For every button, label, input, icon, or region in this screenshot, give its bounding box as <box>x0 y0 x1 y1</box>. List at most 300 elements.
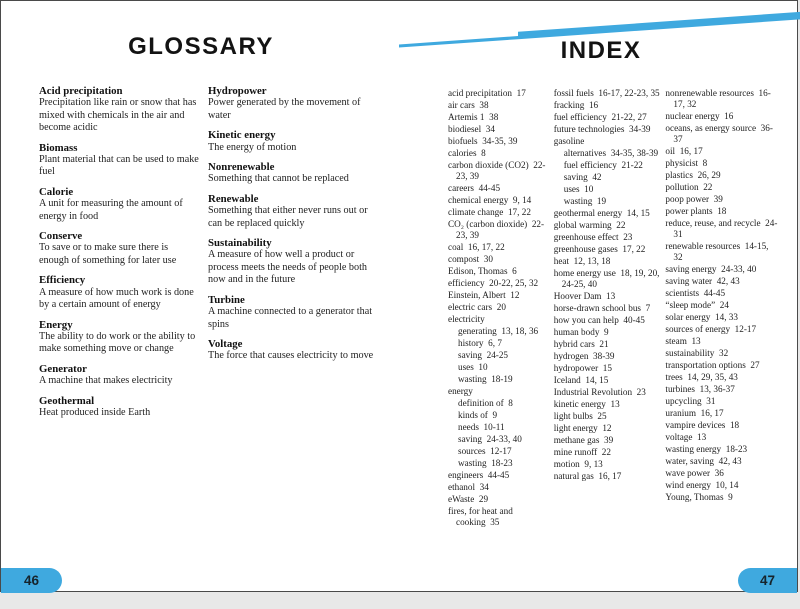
index-entry-label: “sleep mode” <box>665 300 716 310</box>
index-entry-label: Edison, Thomas <box>448 266 508 276</box>
glossary-entry <box>39 186 200 223</box>
index-column-1 <box>448 88 549 529</box>
index-entry-label: eWaste <box>448 494 475 504</box>
index-entry-label: upcycling <box>665 396 702 406</box>
index-entry-label: engineers <box>448 470 484 480</box>
index-entry-label: natural gas <box>553 471 594 481</box>
index-entry-pages: 20-22, 25, 32 <box>489 278 539 288</box>
index-entry-pages: 22-23, 39 <box>456 160 546 181</box>
index-entry-pages: 17 <box>516 88 526 98</box>
glossary-term: Voltage <box>208 337 243 350</box>
glossary-definition: A measure of how well a product or process meets the needs of people both now and in the future <box>208 249 368 286</box>
index-entry-label: uses <box>458 362 474 372</box>
index-entry <box>665 288 778 299</box>
index-entry-pages: 32 <box>719 348 729 358</box>
index-entry <box>458 374 549 385</box>
glossary-column-2 <box>208 85 375 426</box>
index-entry-label: power plants <box>665 206 713 216</box>
index-entry-pages: 10 <box>478 362 488 372</box>
index-entry-label: fires, for heat and cooking <box>448 506 513 527</box>
index-entry-label: oil <box>665 146 676 156</box>
index-entry-label: reduce, reuse, and recycle <box>665 218 761 228</box>
index-entry-label: fossil fuels <box>553 88 594 98</box>
index-entry-pages: 16-17, 32 <box>673 88 771 109</box>
index-entry-pages: 38 <box>489 112 499 122</box>
index-entry-label: wind energy <box>665 480 711 490</box>
glossary-definition: A machine that makes electricity <box>39 375 173 387</box>
index-entry <box>665 194 778 205</box>
glossary-entry <box>39 274 200 311</box>
index-entry <box>554 459 661 470</box>
index-entry-label: water, saving <box>665 456 715 466</box>
index-entry-label: electric cars <box>448 302 493 312</box>
index-entry-label: definition of <box>458 398 504 408</box>
index-entry-pages: 40-45 <box>623 315 645 325</box>
index-entry <box>665 324 778 335</box>
glossary-term: Calorie <box>39 185 74 198</box>
index-entry <box>448 136 549 147</box>
index-entry-label: gasoline <box>553 136 585 146</box>
glossary-definition: The force that causes electricity to move <box>208 350 374 362</box>
index-entry-pages: 9 <box>604 327 609 337</box>
index-entry <box>554 88 661 99</box>
index-entry <box>665 312 778 323</box>
index-entry <box>448 482 549 493</box>
index-entry-pages: 24-33, 40 <box>721 264 757 274</box>
index-entry-label: plastics <box>665 170 693 180</box>
index-entry-label: wasting <box>458 374 487 384</box>
index-entry-pages: 6 <box>512 266 517 276</box>
index-entry <box>448 506 549 528</box>
index-entry-pages: 38-39 <box>593 351 615 361</box>
index-entry-label: biofuels <box>448 136 478 146</box>
index-entry <box>448 278 549 289</box>
index-entry-pages: 34 <box>479 482 489 492</box>
index-entry <box>564 172 661 183</box>
index-entry-label: oceans, as energy source <box>665 123 757 133</box>
index-entry-label: hybrid cars <box>553 339 595 349</box>
index-entry-pages: 8 <box>508 398 513 408</box>
index-entry <box>665 264 778 275</box>
index-entry <box>665 432 778 443</box>
index-entry-pages: 34-39 <box>629 124 651 134</box>
index-entry <box>554 399 661 410</box>
index-entry-pages: 16, 17, 22 <box>467 242 505 252</box>
index-entry <box>458 350 549 361</box>
index-entry-pages: 22-23, 39 <box>456 219 545 240</box>
index-entry-pages: 18-23 <box>725 444 748 454</box>
index-entry-pages: 39 <box>604 435 614 445</box>
glossary-section <box>39 85 375 426</box>
index-entry <box>458 338 549 349</box>
index-entry-pages: 14-15, 32 <box>673 241 769 262</box>
index-entry <box>554 327 661 338</box>
index-entry-label: history <box>458 338 484 348</box>
index-entry <box>665 218 778 240</box>
index-entry-pages: 42, 43 <box>716 276 740 286</box>
index-entry <box>458 446 549 457</box>
index-entry-pages: 36-37 <box>673 123 773 144</box>
index-entry-pages: 42, 43 <box>718 456 742 466</box>
index-entry <box>665 123 778 145</box>
index-entry-pages: 14, 15 <box>585 375 609 385</box>
index-entry-label: Artemis 1 <box>448 112 485 122</box>
index-entry <box>554 315 661 326</box>
index-entry-label: Iceland <box>553 375 581 385</box>
index-entry-pages: 14, 33 <box>715 312 738 322</box>
index-entry-label: climate change <box>448 207 504 217</box>
index-entry-pages: 22 <box>601 447 611 457</box>
index-entry-label: saving <box>458 434 482 444</box>
index-entry-label: wasting <box>458 458 487 468</box>
index-entry-label: electricity <box>448 314 485 324</box>
glossary-entry <box>208 294 375 331</box>
glossary-entry <box>208 85 375 122</box>
index-entry-pages: 14, 29, 35, 43 <box>687 372 738 382</box>
index-entry-pages: 42 <box>592 172 602 182</box>
index-entry-pages: 13, 36-37 <box>699 384 735 394</box>
glossary-term: Renewable <box>208 192 259 205</box>
index-entry-pages: 18, 19, 20, 24-25, 40 <box>561 268 660 289</box>
index-entry-label: ethanol <box>448 482 476 492</box>
index-entry-label: alternatives <box>563 148 607 158</box>
index-entry-label: voltage <box>665 432 693 442</box>
index-entry-pages: 30 <box>483 254 493 264</box>
index-entry-label: efficiency <box>448 278 485 288</box>
index-entry-label: fracking <box>553 100 585 110</box>
index-entry-pages: 34-35, 39 <box>482 136 518 146</box>
index-entry-pages: 26, 29 <box>697 170 721 180</box>
index-entry <box>554 339 661 350</box>
index-entry-pages: 17, 22 <box>507 207 531 217</box>
index-entry-pages: 36 <box>714 468 724 478</box>
index-entry-label: heat <box>553 256 570 266</box>
index-entry <box>448 124 549 135</box>
index-entry-pages: 21-22 <box>621 160 643 170</box>
index-entry <box>564 184 661 195</box>
index-entry-label: renewable resources <box>665 241 741 251</box>
index-entry-label: hydropower <box>553 363 599 373</box>
index-entry-pages: 13 <box>606 291 616 301</box>
index-entry-label: calories <box>448 148 477 158</box>
page-number-badge-right <box>738 568 797 593</box>
index-entry <box>554 303 661 314</box>
index-entry <box>448 207 549 218</box>
index-entry-pages: 38 <box>479 100 489 110</box>
glossary-entry <box>39 363 200 388</box>
index-entry-label: geothermal energy <box>553 208 623 218</box>
glossary-term: Biomass <box>39 141 78 154</box>
index-entry-pages: 23 <box>636 387 646 397</box>
index-entry-label: coal <box>448 242 464 252</box>
page-number-left: 46 <box>23 573 40 588</box>
index-entry-label: carbon dioxide (CO2) <box>448 160 529 170</box>
index-entry-pages: 29 <box>478 494 489 504</box>
index-entry <box>448 242 549 253</box>
index-entry <box>554 375 661 386</box>
index-entry <box>554 471 661 482</box>
index-entry-pages: 9, 14 <box>512 195 532 205</box>
index-entry-pages: 10 <box>584 184 594 194</box>
index-entry-label: sources of energy <box>665 324 731 334</box>
glossary-title: GLOSSARY <box>128 33 274 60</box>
index-entry <box>564 196 661 207</box>
glossary-column-1 <box>39 85 200 426</box>
glossary-definition: Power generated by the movement of water <box>208 97 361 121</box>
glossary-entry <box>39 395 200 420</box>
glossary-definition: The energy of motion <box>208 141 297 153</box>
index-entry-pages: 35 <box>490 517 500 527</box>
index-entry-label: human body <box>553 327 600 337</box>
index-entry <box>458 422 549 433</box>
glossary-definition: Heat produced inside Earth <box>39 406 151 418</box>
index-entry <box>554 268 661 290</box>
index-entry-pages: 13 <box>610 399 620 409</box>
index-entry-label: energy <box>448 386 473 396</box>
index-title: INDEX <box>560 37 642 64</box>
glossary-definition: Plant material that can be used to make fuel <box>39 154 199 178</box>
index-entry <box>448 470 549 481</box>
index-entry <box>665 276 778 287</box>
index-entry <box>448 219 549 241</box>
index-entry-pages: 17, 22 <box>622 244 646 254</box>
index-entry <box>448 302 549 313</box>
index-entry-pages: 34-35, 38-39 <box>610 148 659 158</box>
index-entry-label: fuel efficiency <box>553 112 607 122</box>
index-entry <box>554 136 661 147</box>
index-entry-pages: 7 <box>645 303 651 313</box>
index-entry-label: global warming <box>553 220 612 230</box>
index-entry-label: solar energy <box>665 312 711 322</box>
glossary-entry <box>208 338 375 363</box>
glossary-entry <box>39 319 200 356</box>
index-entry <box>665 88 778 110</box>
index-entry-pages: 16, 17 <box>700 408 724 418</box>
index-entry-pages: 13 <box>697 432 707 442</box>
page-bottom-edge <box>0 593 800 609</box>
index-entry <box>554 232 661 243</box>
index-entry <box>448 494 549 505</box>
index-entry-pages: 14, 15 <box>626 208 650 218</box>
glossary-term: Acid precipitation <box>39 85 123 97</box>
index-entry-pages: 18 <box>729 420 740 430</box>
index-entry <box>564 160 661 171</box>
index-entry <box>665 300 778 311</box>
index-entry-label: nuclear energy <box>665 111 720 121</box>
index-entry-pages: 21 <box>599 339 609 349</box>
index-entry-pages: 9 <box>492 410 498 420</box>
index-entry-label: motion <box>553 459 580 469</box>
index-entry-pages: 19 <box>596 196 607 206</box>
index-entry-pages: 34 <box>485 124 495 134</box>
index-entry-pages: 9, 13 <box>584 459 603 469</box>
index-entry <box>448 88 549 99</box>
index-entry <box>554 411 661 422</box>
index-entry-label: future technologies <box>553 124 625 134</box>
index-entry-label: careers <box>448 183 475 193</box>
index-entry <box>554 208 661 219</box>
index-entry-pages: 12 <box>602 423 612 433</box>
index-entry-label: pollution <box>665 182 699 192</box>
index-entry <box>665 492 778 503</box>
glossary-term: Turbine <box>208 293 245 306</box>
glossary-term: Geothermal <box>39 394 95 407</box>
index-entry-label: nonrenewable resources <box>665 88 754 98</box>
index-entry <box>665 241 778 263</box>
index-entry-pages: 24-31 <box>673 218 778 239</box>
glossary-entry <box>208 129 375 154</box>
index-entry-pages: 18-23 <box>491 458 513 468</box>
index-entry-pages: 24-33, 40 <box>486 434 522 444</box>
index-entry-pages: 20 <box>496 302 506 312</box>
index-entry <box>554 112 661 123</box>
index-entry <box>448 386 549 397</box>
index-entry-label: Industrial Revolution <box>553 387 633 397</box>
glossary-definition: To save or to make sure there is enough of something for later use <box>39 242 177 266</box>
glossary-definition: A measure of how much work is done by a certain amount of energy <box>39 286 194 311</box>
index-entry-pages: 8 <box>702 158 708 168</box>
index-entry <box>554 256 661 267</box>
index-entry-pages: 23 <box>623 232 633 242</box>
index-entry <box>665 111 778 122</box>
index-entry-pages: 16, 17 <box>598 471 622 481</box>
index-entry <box>665 480 778 491</box>
glossary-term: Hydropower <box>208 85 267 97</box>
index-entry-label: biodiesel <box>448 124 482 134</box>
index-entry <box>554 447 661 458</box>
index-entry-label: transportation options <box>665 360 746 370</box>
glossary-entry <box>208 237 375 287</box>
glossary-term: Kinetic energy <box>208 129 276 142</box>
glossary-term: Energy <box>39 318 73 331</box>
glossary-definition: Something that cannot be replaced <box>208 173 349 185</box>
glossary-definition: A unit for measuring the amount of energy in food <box>39 198 183 222</box>
index-entry <box>665 336 778 347</box>
index-entry-pages: 24 <box>719 300 729 310</box>
index-entry <box>564 148 661 159</box>
index-entry-pages: 16-17, 22-23, 35 <box>598 88 660 98</box>
index-entry-pages: 31 <box>706 396 716 406</box>
index-entry-pages: 6, 7 <box>488 338 502 348</box>
index-entry-pages: 25 <box>597 411 607 421</box>
index-entry <box>448 160 549 182</box>
index-entry-label: kinds of <box>458 410 488 420</box>
index-entry-pages: 27 <box>750 360 760 370</box>
index-entry-pages: 22 <box>703 182 713 192</box>
index-entry-pages: 10, 14 <box>715 480 739 490</box>
glossary-term: Sustainability <box>208 237 272 250</box>
index-entry-label: saving water <box>665 276 713 286</box>
index-entry-pages: 16, 17 <box>679 146 703 156</box>
index-entry <box>665 396 778 407</box>
glossary-entry <box>208 193 375 230</box>
index-entry-label: methane gas <box>553 435 600 445</box>
index-entry-label: trees <box>665 372 683 382</box>
index-entry <box>448 183 549 194</box>
index-section <box>448 88 778 529</box>
index-entry-label: CO₂ (carbon dioxide) <box>448 219 528 229</box>
index-entry-pages: 15 <box>602 363 612 373</box>
glossary-term: Efficiency <box>39 274 86 287</box>
glossary-definition: The ability to do work or the ability to make something move or change <box>39 330 196 355</box>
glossary-term: Nonrenewable <box>208 161 275 174</box>
index-entry <box>448 195 549 206</box>
index-column-3 <box>665 88 778 529</box>
index-entry-pages: 22 <box>616 220 626 230</box>
index-entry-label: fuel efficiency <box>563 160 617 170</box>
index-entry <box>554 244 661 255</box>
index-entry <box>554 423 661 434</box>
index-entry <box>665 456 778 467</box>
index-entry-label: how you can help <box>553 315 619 325</box>
index-entry-label: horse-drawn school bus <box>553 303 641 313</box>
index-entry <box>554 291 661 302</box>
index-entry-label: chemical energy <box>448 195 509 205</box>
index-entry-label: physicist <box>665 158 699 168</box>
index-entry-label: saving <box>458 350 482 360</box>
index-entry-label: sustainability <box>665 348 715 358</box>
glossary-definition: A machine connected to a generator that spins <box>208 306 373 330</box>
glossary-definition: Something that either never runs out or can be replaced quickly <box>208 205 368 229</box>
index-entry <box>458 434 549 445</box>
index-entry <box>665 360 778 371</box>
index-entry-label: Einstein, Albert <box>448 290 506 300</box>
index-entry <box>665 348 778 359</box>
index-entry-label: steam <box>665 336 687 346</box>
glossary-term: Generator <box>39 362 87 375</box>
index-entry <box>665 146 778 157</box>
index-entry <box>665 408 778 419</box>
index-entry-label: greenhouse effect <box>553 232 619 242</box>
index-entry <box>448 112 549 123</box>
index-entry-label: hydrogen <box>553 351 589 361</box>
index-entry-label: greenhouse gases <box>553 244 618 254</box>
page-number-badge-left <box>1 568 62 593</box>
index-entry <box>554 351 661 362</box>
index-entry-pages: 39 <box>713 194 723 204</box>
index-entry-label: saving <box>563 172 588 182</box>
index-entry <box>448 266 549 277</box>
index-column-2 <box>554 88 661 529</box>
index-entry-label: turbines <box>665 384 696 394</box>
index-entry <box>665 206 778 217</box>
index-entry-label: uses <box>563 184 580 194</box>
index-entry-label: scientists <box>665 288 700 298</box>
index-entry <box>458 326 549 337</box>
index-entry <box>448 314 549 325</box>
index-entry-pages: 44-45 <box>478 183 501 193</box>
index-entry-pages: 18 <box>717 206 727 216</box>
index-entry-pages: 44-45 <box>487 470 510 480</box>
index-entry-label: uranium <box>665 408 697 418</box>
index-entry <box>665 468 778 479</box>
index-entry-label: wave power <box>665 468 711 478</box>
index-entry <box>448 100 549 111</box>
index-entry <box>458 398 549 409</box>
index-entry-label: Young, Thomas <box>665 492 724 502</box>
index-entry-label: mine runoff <box>553 447 598 457</box>
glossary-entry <box>39 142 200 179</box>
index-entry <box>458 410 549 421</box>
glossary-entry <box>39 230 200 267</box>
index-entry <box>448 148 549 159</box>
index-entry-pages: 8 <box>481 148 486 158</box>
index-entry-pages: 10-11 <box>483 422 505 432</box>
index-entry <box>554 435 661 446</box>
index-entry-pages: 13 <box>691 336 701 346</box>
index-entry-label: acid precipitation <box>448 88 513 98</box>
index-entry <box>665 158 778 169</box>
